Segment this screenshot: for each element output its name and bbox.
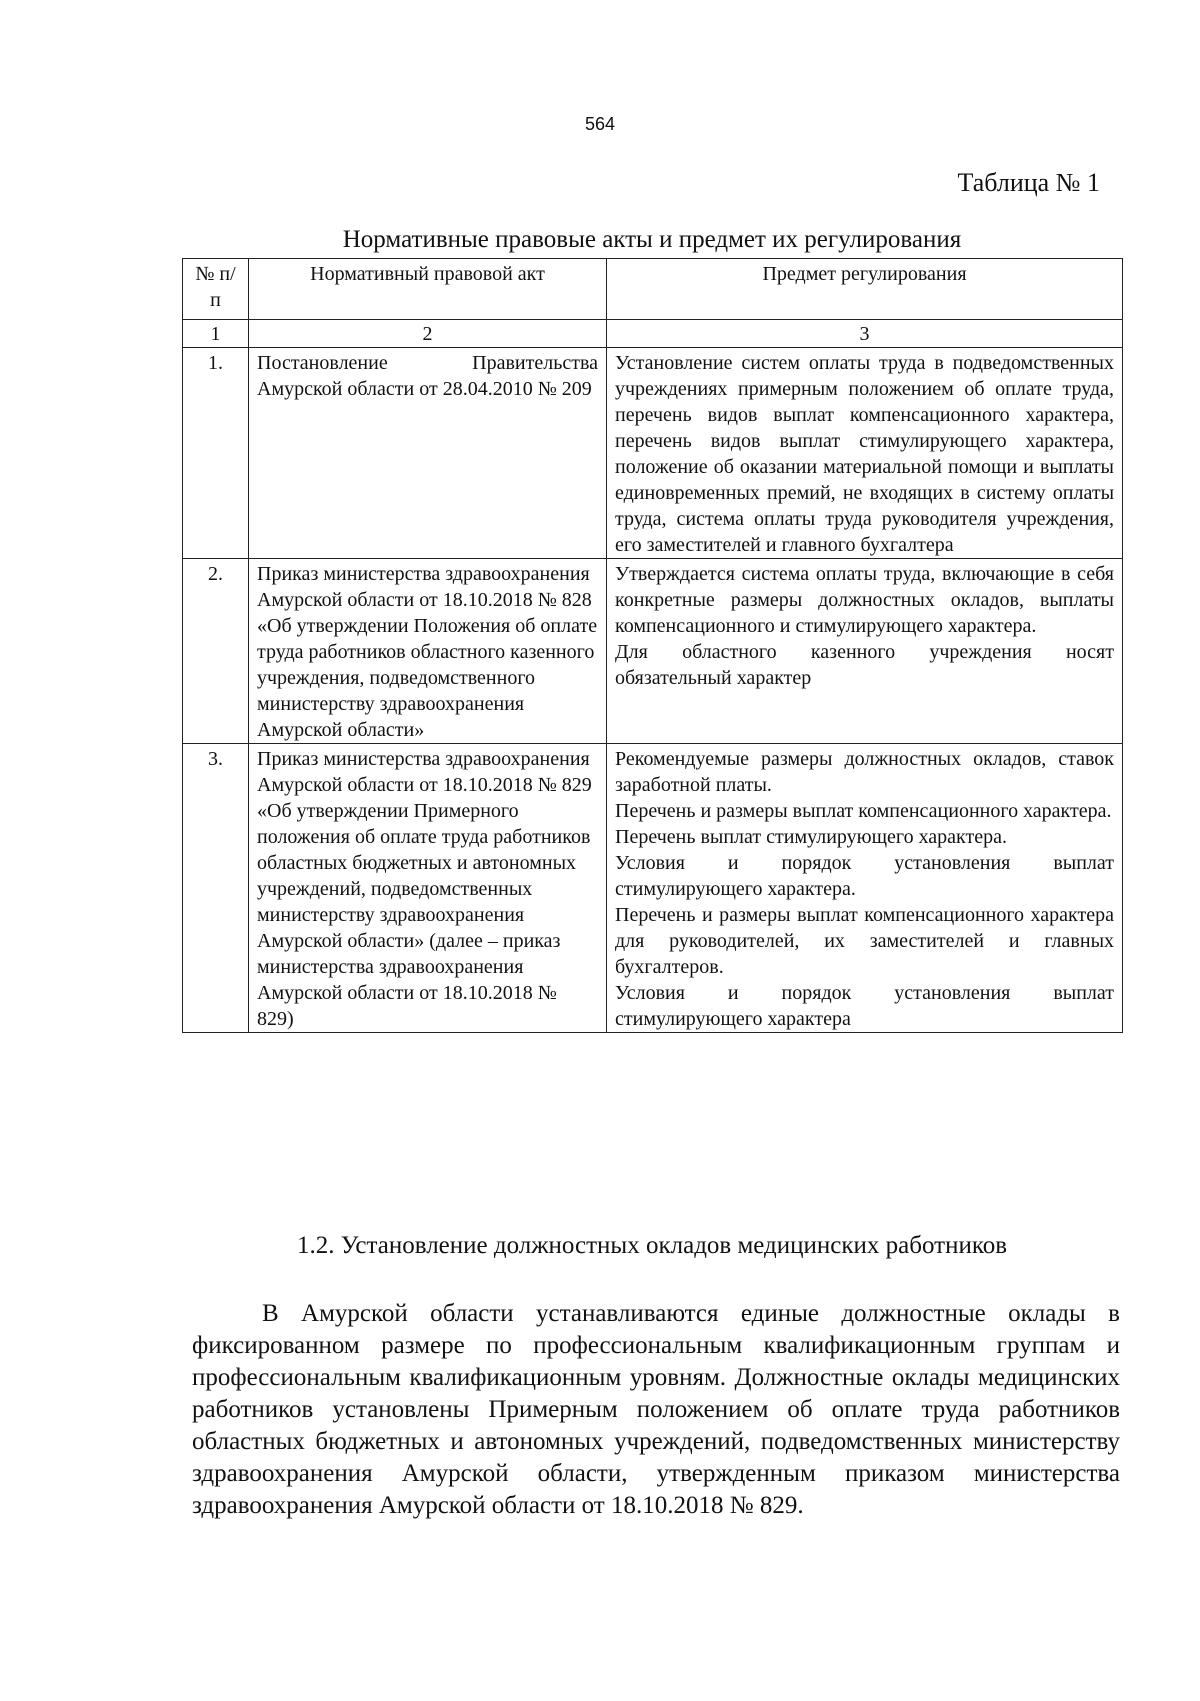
table-row — [183, 744, 1123, 1033]
header-act: Нормативный правовой акт — [249, 259, 607, 320]
subject-line: Утверждается система оплаты труда, включающие в себя конкретные размеры должностных окладов, выплаты компенсационного и стимулирующего характера. — [615, 563, 1114, 637]
subject-line: Условия и порядок установления выплат стимулирующего характера — [615, 982, 1114, 1030]
row-number: 2. — [183, 559, 249, 744]
page-number: 564 — [584, 114, 616, 134]
subject-line: Для областного казенного учреждения носят обязательный характер — [615, 641, 1114, 689]
section-heading: 1.2. Установление должностных окладов медицинских работников — [296, 1232, 1008, 1259]
table-row — [183, 348, 1123, 559]
table-label: Таблица № 1 — [957, 168, 1100, 197]
subject-line: Условия и порядок установления выплат стимулирующего характера. — [615, 852, 1114, 900]
row-act: Постановление Правительства Амурской области от 28.04.2010 № 209 — [249, 348, 607, 559]
header-subject: Предмет регулирования — [607, 259, 1123, 320]
table-header-row — [183, 259, 1123, 320]
row-subject — [607, 744, 1123, 1033]
column-numbers-row — [183, 320, 1123, 348]
table-row — [183, 559, 1123, 744]
subject-line: Рекомендуемые размеры должностных окладов, ставок заработной платы. — [615, 748, 1114, 796]
row-subject — [607, 559, 1123, 744]
row-act: Приказ министерства здравоохранения Амурской области от 18.10.2018 № 829 «Об утверждении Примерного положения об оплате труда работников областных бюджетных и автономных учреждений, подведомственных министерству здравоохранения Амурской области» (далее – приказ министерства здравоохранения Амурской области от 18.10.2018 № 829) — [249, 744, 607, 1033]
column-number: 1 — [183, 320, 249, 348]
subject-line: Установление систем оплаты труда в подведомственных учреждениях примерным положением об оплате труда, перечень видов выплат компенсационного характера, перечень видов выплат стимулирующего характера, положение об оказании материальной помощи и выплаты единовременных премий, не входящих в систему оплаты труда, система оплаты труда руководителя учреждения, его заместителей и главного бухгалтера — [615, 352, 1114, 556]
table-title: Нормативные правовые акты и предмет их регулирования — [342, 226, 962, 253]
row-subject — [607, 348, 1123, 559]
column-number: 2 — [249, 320, 607, 348]
row-number: 3. — [183, 744, 249, 1033]
header-number: № п/п — [183, 259, 249, 320]
row-act: Приказ министерства здравоохранения Амурской области от 18.10.2018 № 828 «Об утверждении Положения об оплате труда работников областного казенного учреждения, подведомственного министерству здравоохранения Амурской области» — [249, 559, 607, 744]
subject-line: Перечень и размеры выплат компенсационного характера для руководителей, их заместителей и главных бухгалтеров. — [615, 904, 1114, 978]
subject-line: Перечень выплат стимулирующего характера. — [615, 826, 1008, 848]
subject-line: Перечень и размеры выплат компенсационного характера. — [615, 800, 1112, 822]
row-number: 1. — [183, 348, 249, 559]
column-number: 3 — [607, 320, 1123, 348]
body-paragraph: В Амурской области устанавливаются единые должностные оклады в фиксированном размере по профессиональным квалификационным группам и профессиональным квалификационным уровням. Должностные оклады медицинских работников установлены Примерным положением об оплате труда работников областных бюджетных и автономных учреждений, подведомственных министерству здравоохранения Амурской области, утвержденным приказом министерства здравоохранения Амурской области от 18.10.2018 № 829. — [192, 1300, 1120, 1519]
regulations-table — [182, 258, 1123, 1033]
